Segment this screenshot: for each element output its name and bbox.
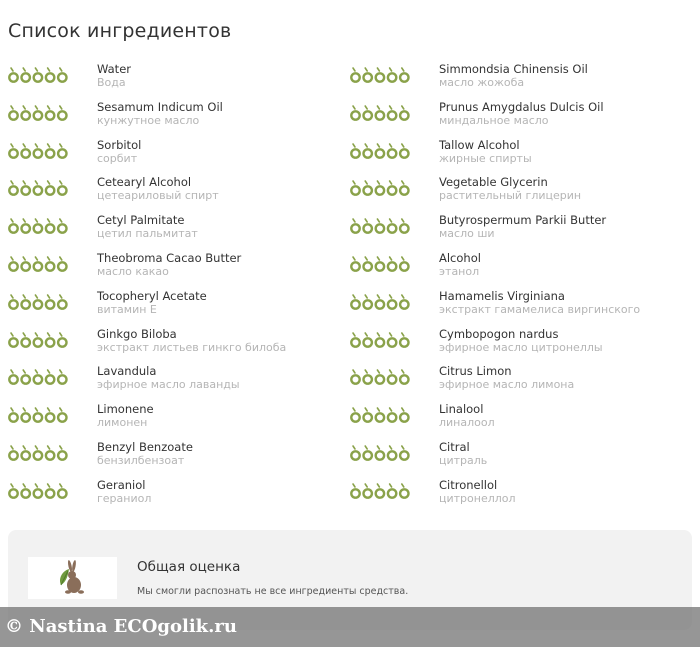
ingredient-name: Cetyl Palmitate (97, 213, 185, 228)
ingredient-texts (439, 289, 640, 316)
ingredient-translation: гераниол (97, 491, 152, 505)
ingredient-name: Tallow Alcohol (439, 137, 520, 152)
ingredient-texts (439, 213, 606, 240)
ingredient-texts (439, 62, 588, 89)
ingredient-texts (97, 175, 219, 202)
drop-rating-icon (8, 482, 70, 500)
ingredient-translation: экстракт гамамелиса виргинского (439, 302, 641, 316)
ingredient-name: Theobroma Cacao Butter (97, 250, 242, 265)
drop-rating-icon (8, 142, 70, 160)
ingredient-texts (439, 138, 532, 165)
ingredient-texts (97, 100, 223, 127)
drop-rating-icon (350, 104, 412, 122)
ingredient-texts (97, 478, 151, 505)
ingredient-texts (97, 251, 241, 278)
ingredient-texts (439, 327, 603, 354)
ingredient-texts (439, 100, 604, 127)
drop-rating-icon (350, 293, 412, 311)
drop-rating-icon (350, 406, 412, 424)
ingredient-name: Butyrospermum Parkii Butter (439, 213, 607, 228)
ingredient-item[interactable] (0, 136, 342, 174)
ingredient-item[interactable] (0, 438, 342, 476)
ingredient-texts (439, 440, 487, 467)
ingredient-name: Benzyl Benzoate (97, 439, 193, 454)
ingredient-translation: миндальное масло (439, 113, 549, 127)
ingredient-texts (97, 440, 193, 467)
ingredient-item[interactable] (0, 173, 342, 211)
ingredient-translation: витамин Е (97, 302, 157, 316)
ingredient-list (0, 60, 700, 514)
ingredient-name: Water (97, 62, 131, 76)
drop-rating-icon (8, 255, 70, 273)
ingredient-item[interactable] (0, 249, 342, 287)
ingredient-translation: цетил пальмитат (97, 227, 198, 241)
drop-rating-icon (350, 179, 412, 197)
ingredient-name: Alcohol (439, 250, 481, 265)
ingredient-texts (439, 175, 581, 202)
ingredient-item[interactable] (0, 211, 342, 249)
ingredient-translation: масло ши (439, 227, 495, 241)
ingredient-item[interactable] (0, 325, 342, 363)
ingredient-name: Limonene (97, 402, 154, 417)
ingredient-item[interactable] (342, 362, 700, 400)
watermark-text: © Nastina ECOgolik.ru (5, 616, 237, 637)
ingredient-name: Lavandula (97, 364, 157, 379)
ingredient-texts (97, 402, 154, 429)
page-title: Список ингредиентов (8, 20, 232, 42)
ingredient-item[interactable] (342, 325, 700, 363)
ingredient-translation: линалоол (439, 416, 495, 430)
ingredient-translation: масло жожоба (439, 76, 525, 89)
ingredient-name: Hamamelis Virginiana (439, 288, 565, 303)
drop-rating-icon (8, 444, 70, 462)
ingredient-name: Sesamum Indicum Oil (97, 99, 223, 114)
ingredient-item[interactable] (0, 60, 342, 98)
ingredient-item[interactable] (342, 476, 700, 514)
ingredient-name: Citral (439, 439, 470, 454)
ingredient-texts (439, 251, 481, 278)
ingredient-translation: экстракт листьев гинкго билоба (97, 340, 287, 354)
ingredient-translation: эфирное масло цитронеллы (439, 340, 603, 354)
ingredient-item[interactable] (0, 287, 342, 325)
ingredient-name: Cymbopogon nardus (439, 326, 559, 341)
ingredient-item[interactable] (342, 438, 700, 476)
rabbit-logo-icon (28, 557, 117, 599)
ingredient-name: Geraniol (97, 477, 146, 492)
ingredient-item[interactable] (0, 98, 342, 136)
ingredient-item[interactable] (342, 211, 700, 249)
ingredient-item[interactable] (342, 400, 700, 438)
ingredient-texts (97, 327, 286, 354)
ingredient-item[interactable] (342, 60, 700, 98)
ingredient-name: Prunus Amygdalus Dulcis Oil (439, 99, 604, 114)
ingredient-name: Linalool (439, 402, 484, 417)
ingredient-texts (439, 364, 574, 391)
ingredient-texts (97, 62, 131, 89)
drop-rating-icon (350, 66, 412, 84)
drop-rating-icon (8, 406, 70, 424)
drop-rating-icon (350, 217, 412, 235)
ingredient-name: Vegetable Glycerin (439, 175, 548, 190)
drop-rating-icon (350, 368, 412, 386)
drop-rating-icon (8, 104, 70, 122)
ingredient-item[interactable] (0, 476, 342, 514)
ingredient-texts (97, 213, 198, 240)
ingredient-translation: растительный глицерин (439, 189, 582, 203)
ingredient-translation: эфирное масло лаванды (97, 378, 240, 392)
ingredient-name: Simmondsia Chinensis Oil (439, 62, 588, 76)
ingredient-texts (439, 478, 516, 505)
ingredient-name: Citronellol (439, 477, 498, 492)
ingredient-translation: Вода (97, 76, 126, 89)
drop-rating-icon (350, 444, 412, 462)
ingredient-translation: цетеариловый спирт (97, 189, 219, 203)
ingredient-translation: масло какао (97, 264, 169, 278)
summary-description: Мы смогли распознать не все ингредиенты средства. (137, 586, 409, 597)
ingredient-translation: цитраль (439, 453, 488, 467)
ingredient-translation: цитронеллол (439, 491, 516, 505)
ingredient-item[interactable] (342, 98, 700, 136)
ingredient-item[interactable] (342, 249, 700, 287)
ingredient-texts (97, 138, 141, 165)
ingredient-item[interactable] (342, 287, 700, 325)
ingredient-name: Cetearyl Alcohol (97, 175, 192, 190)
ingredient-translation: бензилбензоат (97, 453, 185, 467)
drop-rating-icon (8, 179, 70, 197)
drop-rating-icon (350, 482, 412, 500)
drop-rating-icon (350, 331, 412, 349)
drop-rating-icon (8, 368, 70, 386)
ingredient-item[interactable] (342, 136, 700, 174)
drop-rating-icon (350, 255, 412, 273)
ingredient-translation: жирные спирты (439, 151, 532, 165)
ingredient-translation: эфирное масло лимона (439, 378, 575, 392)
ingredient-texts (97, 289, 207, 316)
summary-title: Общая оценка (137, 559, 241, 575)
drop-rating-icon (8, 66, 70, 84)
ingredient-texts (439, 402, 495, 429)
ingredient-translation: этанол (439, 264, 480, 278)
ingredient-name: Citrus Limon (439, 364, 512, 379)
ingredient-translation: лимонен (97, 416, 148, 430)
drop-rating-icon (8, 293, 70, 311)
ingredient-name: Sorbitol (97, 137, 142, 152)
ingredient-item[interactable] (342, 173, 700, 211)
drop-rating-icon (8, 217, 70, 235)
drop-rating-icon (8, 331, 70, 349)
ingredient-name: Ginkgo Biloba (97, 326, 177, 341)
ingredient-translation: сорбит (97, 151, 138, 165)
ingredient-item[interactable] (0, 362, 342, 400)
ingredient-translation: кунжутное масло (97, 113, 200, 127)
ingredient-texts (97, 364, 240, 391)
ingredient-item[interactable] (0, 400, 342, 438)
watermark-bar (0, 607, 700, 647)
drop-rating-icon (350, 142, 412, 160)
ingredient-name: Tocopheryl Acetate (97, 288, 207, 303)
